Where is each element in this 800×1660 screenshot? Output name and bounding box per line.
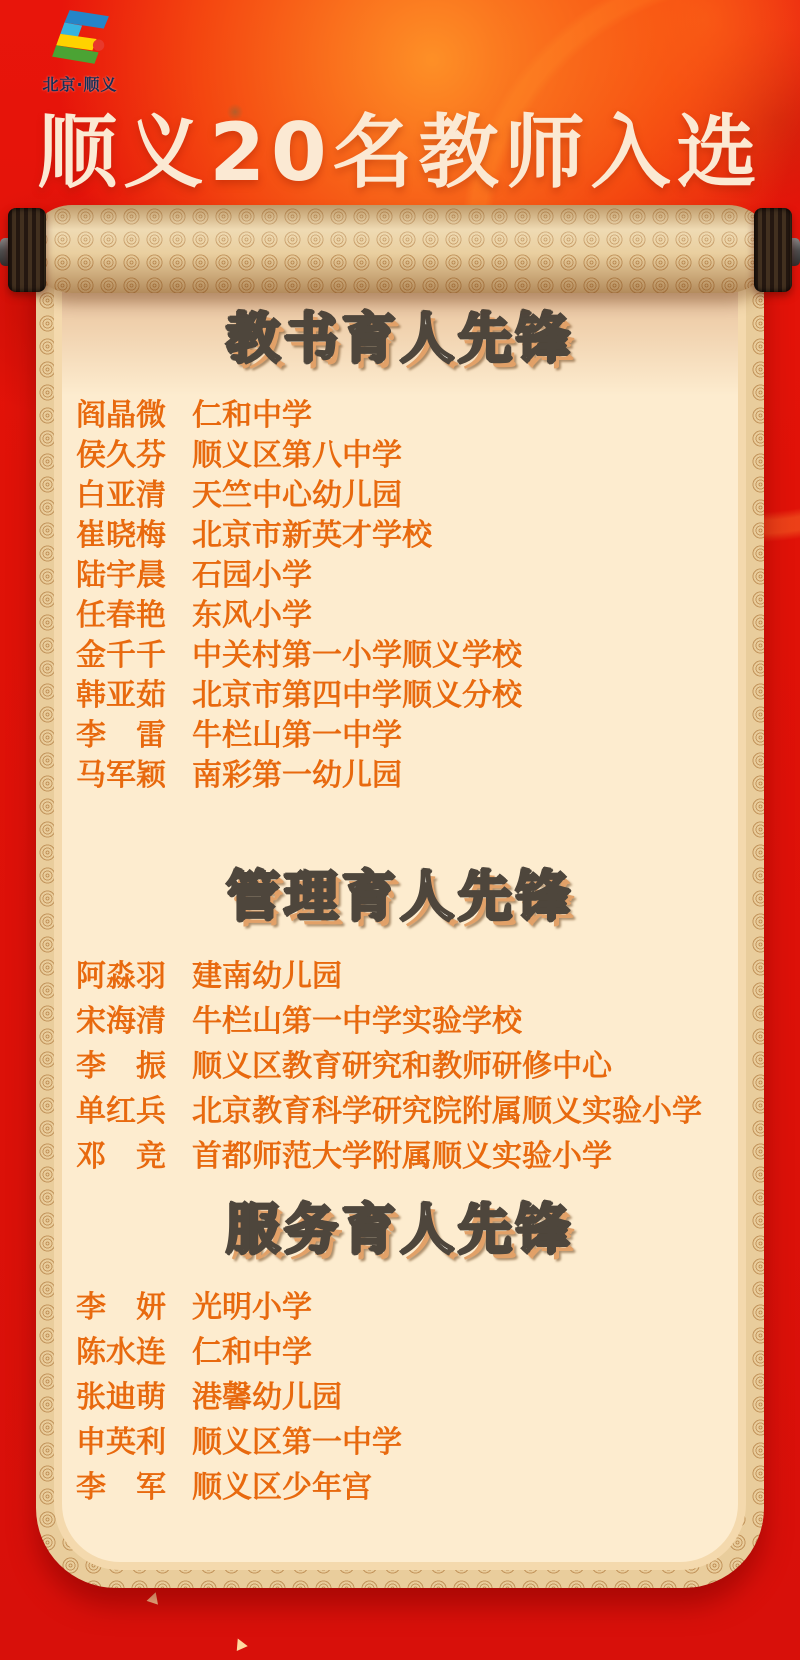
teacher-school: 北京教育科学研究院附属顺义实验小学	[192, 1094, 702, 1129]
scroll-panel	[0, 200, 800, 1588]
teacher-name: 李 军	[76, 1470, 166, 1505]
teacher-name: 韩亚茹	[76, 678, 166, 713]
teacher-row	[76, 1375, 724, 1420]
teacher-row	[76, 1465, 724, 1510]
teacher-row	[76, 954, 724, 999]
teacher-school: 南彩第一幼儿园	[192, 758, 402, 793]
teacher-name: 白亚清	[76, 478, 166, 513]
teacher-row	[76, 476, 724, 516]
teacher-school: 港馨幼儿园	[192, 1380, 342, 1415]
teacher-school: 牛栏山第一中学实验学校	[192, 1004, 522, 1039]
teacher-name: 单红兵	[76, 1094, 166, 1129]
teacher-name: 阿淼羽	[76, 959, 166, 994]
teacher-name: 李 妍	[76, 1290, 166, 1325]
teacher-school: 首都师范大学附属顺义实验小学	[192, 1139, 612, 1174]
teacher-school: 顺义区少年宫	[192, 1470, 372, 1505]
teacher-school: 石园小学	[192, 558, 312, 593]
teacher-school: 顺义区教育研究和教师研修中心	[192, 1049, 612, 1084]
scroll-roller	[28, 205, 772, 293]
section-title-teaching: 教书育人先锋	[226, 307, 574, 370]
teacher-row	[76, 1420, 724, 1465]
teacher-row	[76, 516, 724, 556]
logo-text: 北京·顺义	[42, 75, 118, 94]
teacher-name: 崔晓梅	[76, 518, 166, 553]
teacher-row	[76, 636, 724, 676]
teacher-row	[76, 596, 724, 636]
logo-mark-icon	[42, 8, 118, 70]
teacher-school: 顺义区第一中学	[192, 1425, 402, 1460]
teacher-school: 仁和中学	[192, 398, 312, 433]
teacher-row	[76, 999, 724, 1044]
section-title-service: 服务育人先锋	[226, 1198, 574, 1261]
teacher-school: 顺义区第八中学	[192, 438, 402, 473]
scroll-roller-shading	[28, 205, 772, 293]
teacher-school: 建南幼儿园	[192, 959, 342, 994]
scroll-paper-border	[36, 266, 764, 1588]
teacher-row	[76, 1089, 724, 1134]
scroll-paper	[62, 266, 738, 1562]
teacher-name: 申英利	[76, 1425, 166, 1460]
teacher-name: 金千千	[76, 638, 166, 673]
teacher-school: 东风小学	[192, 598, 312, 633]
beijing-shunyi-logo	[16, 8, 144, 95]
teacher-school: 天竺中心幼儿园	[192, 478, 402, 513]
teacher-name: 李 振	[76, 1049, 166, 1084]
teacher-name: 陈水连	[76, 1335, 166, 1370]
teacher-school: 北京市新英才学校	[192, 518, 432, 553]
teacher-name: 马军颖	[76, 758, 166, 793]
teacher-row	[76, 716, 724, 756]
scroll-paper-inner-edge	[54, 266, 746, 1570]
teacher-school: 光明小学	[192, 1290, 312, 1325]
management-list	[76, 954, 724, 1179]
teacher-name: 任春艳	[76, 598, 166, 633]
teacher-name: 邓 竞	[76, 1139, 166, 1174]
teacher-school: 牛栏山第一中学	[192, 718, 402, 753]
teacher-name: 侯久芬	[76, 438, 166, 473]
teacher-row	[76, 756, 724, 796]
teacher-name: 李 雷	[76, 718, 166, 753]
section-title-management: 管理育人先锋	[226, 865, 574, 928]
teacher-row	[76, 1134, 724, 1179]
page-title: 顺义20名教师入选	[37, 106, 763, 199]
teaching-list	[76, 396, 724, 796]
confetti	[232, 1636, 247, 1651]
teacher-row	[76, 1330, 724, 1375]
teacher-row	[76, 396, 724, 436]
teacher-name: 陆宇晨	[76, 558, 166, 593]
teacher-school: 北京市第四中学顺义分校	[192, 678, 522, 713]
teacher-name: 张迪萌	[76, 1380, 166, 1415]
teacher-row	[76, 676, 724, 716]
teacher-name: 阎晶微	[76, 398, 166, 433]
scroll-end-cap-left	[8, 208, 46, 292]
teacher-row	[76, 1044, 724, 1089]
teacher-row	[76, 556, 724, 596]
service-list	[76, 1285, 724, 1510]
teacher-school: 中关村第一小学顺义学校	[192, 638, 522, 673]
teacher-school: 仁和中学	[192, 1335, 312, 1370]
teacher-row	[76, 1285, 724, 1330]
teacher-name: 宋海清	[76, 1004, 166, 1039]
scroll-end-cap-right	[754, 208, 792, 292]
teacher-row	[76, 436, 724, 476]
confetti	[147, 1590, 162, 1604]
